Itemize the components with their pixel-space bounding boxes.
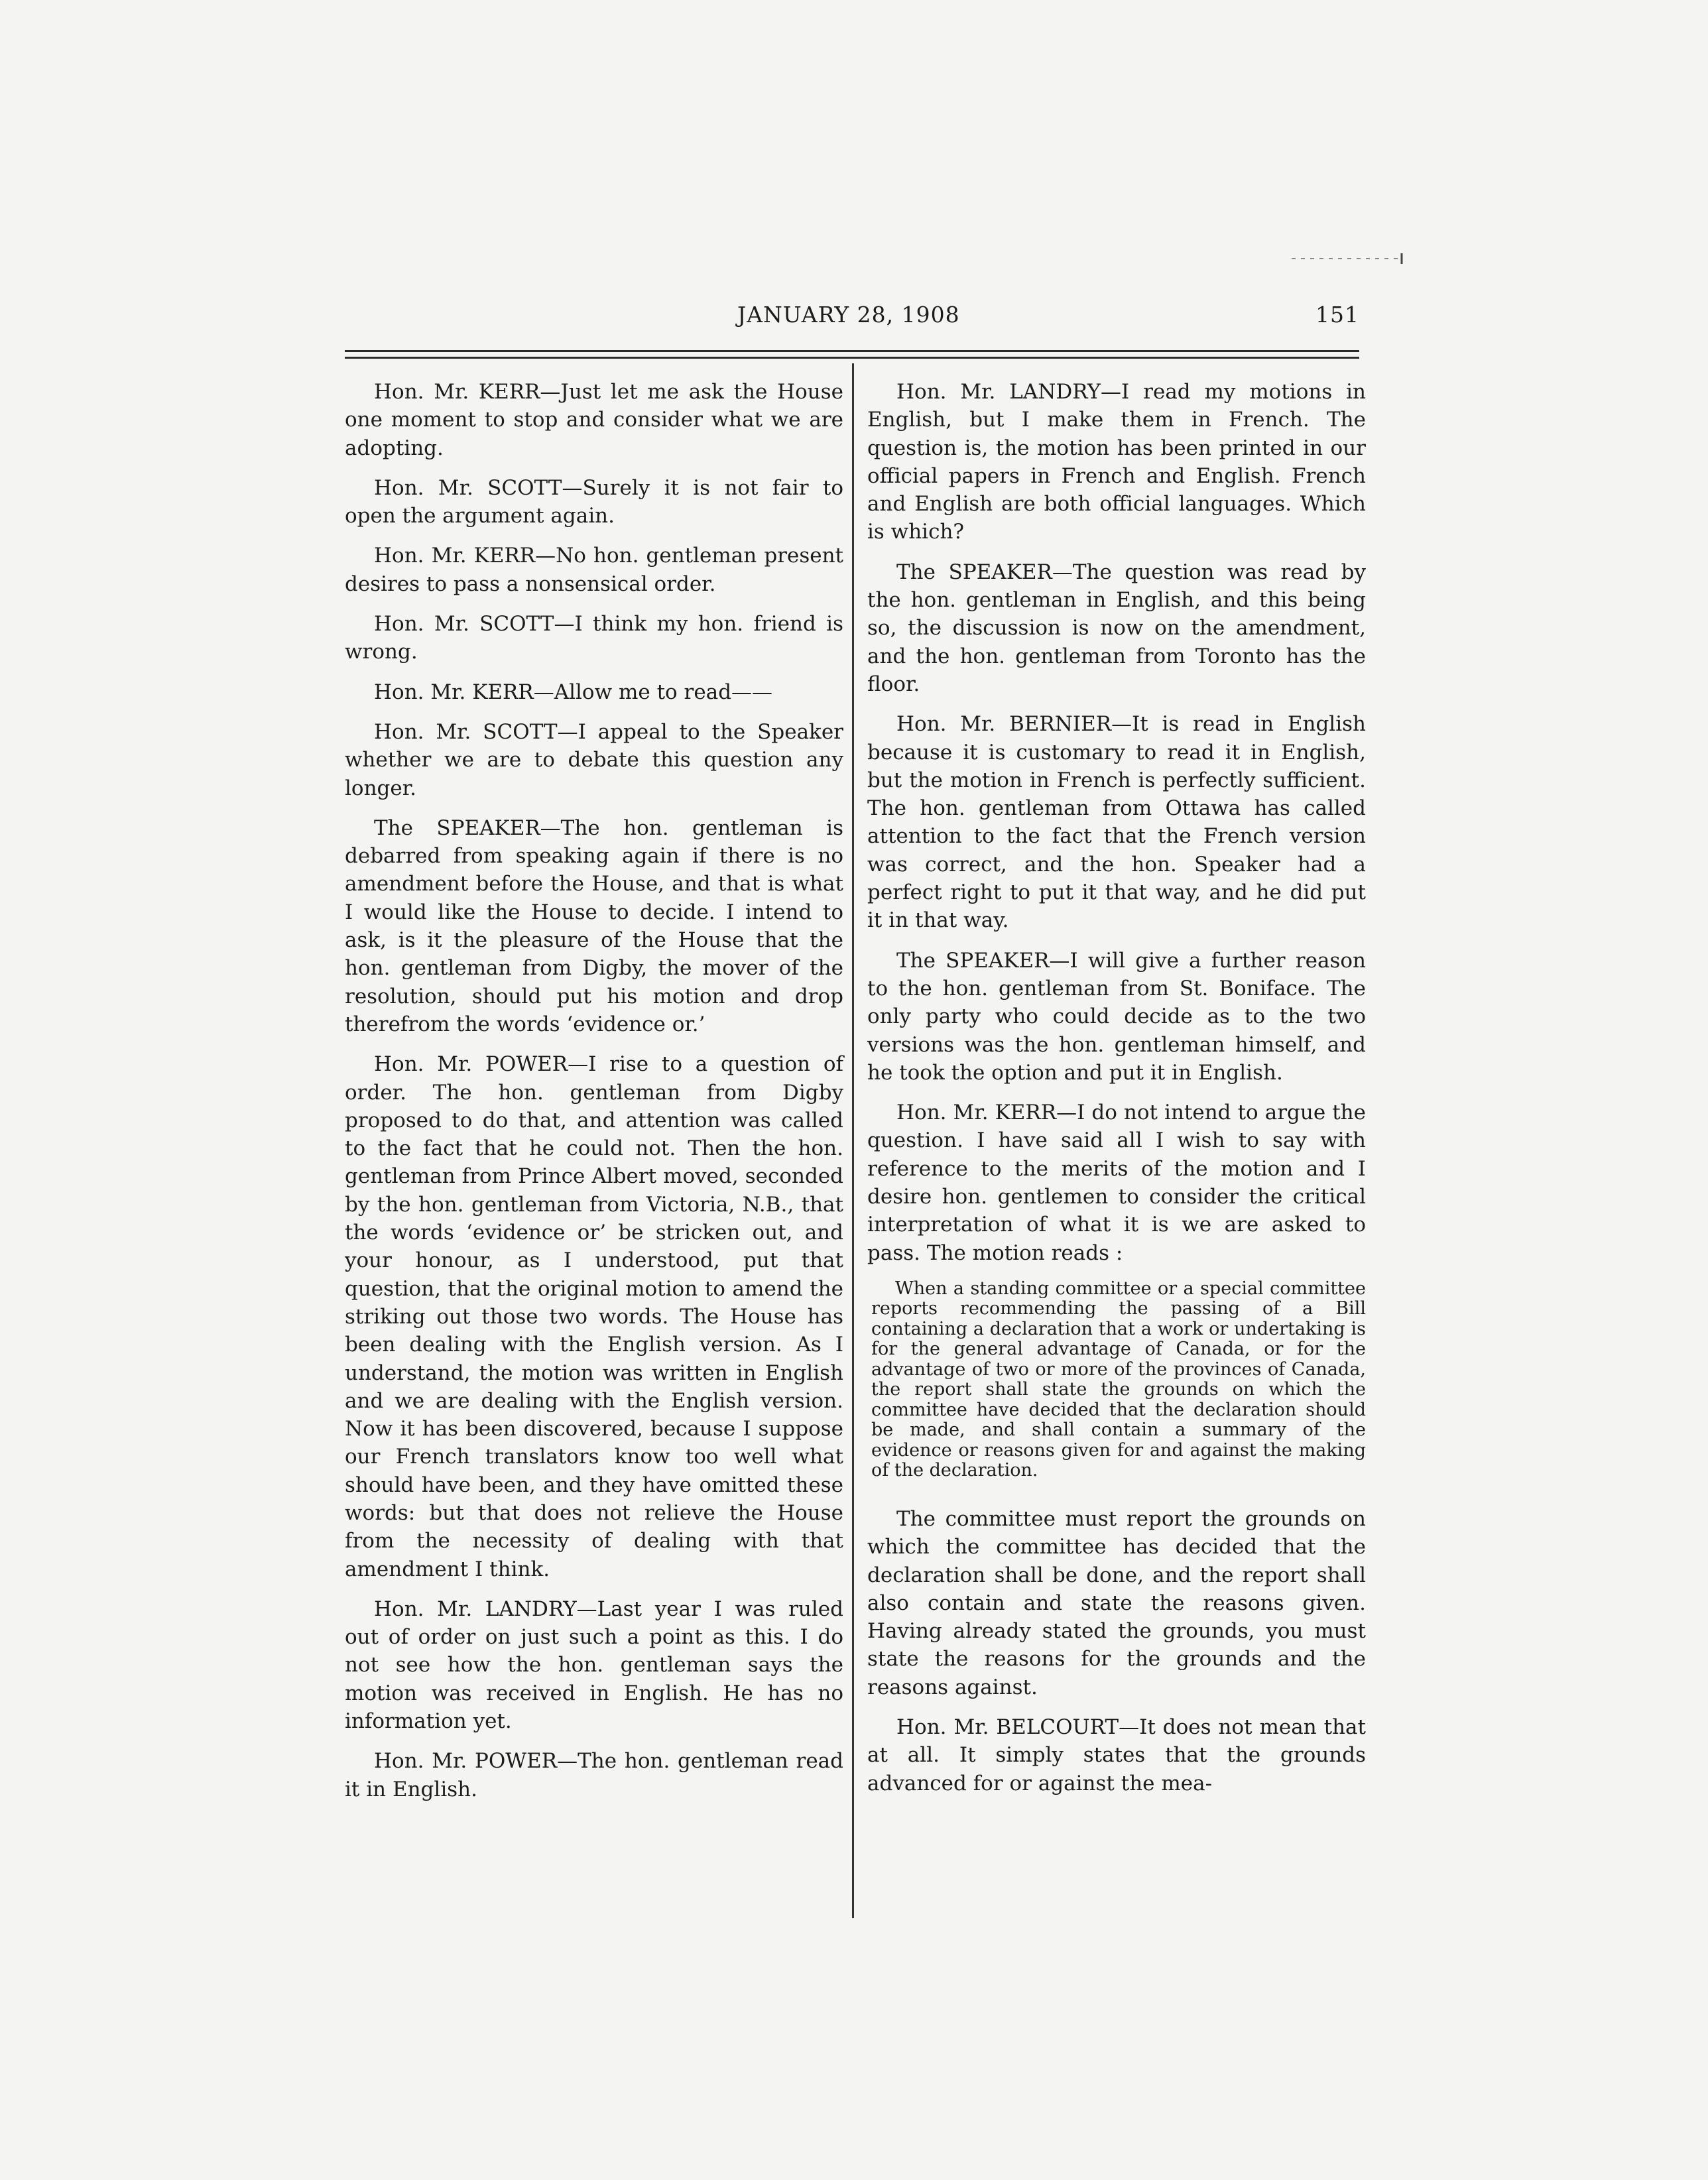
paragraph: Hon. Mr. LANDRY—I read my motions in English, but I make them in French. The question is, the motion has been printed in our official papers in French and English. French and English are both official languages. Which is which? <box>867 380 1366 544</box>
paragraph: Hon. Mr. KERR—Allow me to read—— <box>374 680 773 704</box>
paragraph: The SPEAKER—I will give a further reason to the hon. gentleman from St. Boniface. The only party who could decide as to the two versions was the hon. gentleman himself, and he took the option and put it in English. <box>867 948 1366 1085</box>
header-rule-bottom <box>345 357 1359 359</box>
left-column <box>345 378 843 1815</box>
paragraph: Hon. Mr. POWER—The hon. gentleman read it in English. <box>345 1749 843 1801</box>
paragraph: Hon. Mr. KERR—I do not intend to argue the question. I have said all I wish to say with reference to the merits of the motion and I desire hon. gentlemen to consider the critical interpretation of what it is we are asked to pass. The motion reads : <box>867 1101 1366 1265</box>
page-number: 151 <box>1315 302 1359 328</box>
block-quote: When a standing committee or a special committee reports recommending the passing of a Bill containing a declaration that a work or undertaking is for the general advantage of Canada, or for the advantage of two or more of the provinces of Canada, the report shall state the grounds on which the committee have decided that the declaration should be made, and shall contain a summary of the evidence or reasons given for and against the making of the declaration. <box>871 1278 1366 1481</box>
paragraph: Hon. Mr. SCOTT—I think my hon. friend is wrong. <box>345 612 843 664</box>
paragraph: Hon. Mr. LANDRY—Last year I was ruled out of order on just such a point as this. I do not see how the hon. gentleman says the motion was received in English. He has no information yet. <box>345 1597 843 1734</box>
header-rule-top <box>345 350 1359 352</box>
paragraph: Hon. Mr. SCOTT—I appeal to the Speaker whether we are to debate this question any longer. <box>345 719 843 800</box>
right-column <box>867 378 1366 1809</box>
scan-mark <box>1292 252 1404 265</box>
page-header <box>345 302 1359 335</box>
paragraph: Hon. Mr. POWER—I rise to a question of order. The hon. gentleman from Digby proposed to do that, and attention was called to the fact that he could not. Then the hon. gentleman from Prince Albert moved, seconded by the hon. gentleman from Victoria, N.B., that the words ‘evidence or’ be stricken out, and your honour, as I understood, put that question, that the original motion to amend the striking out those two words. The House has been dealing with the English version. As I understand, the motion was written in English and we are dealing with the English version. Now it has been discovered, because I suppose our French translators know too well what should have been, and they have omitted these words: but that does not relieve the House from the necessity of dealing with that amendment I think. <box>345 1052 843 1581</box>
column-divider <box>852 363 854 1918</box>
paragraph: Hon. Mr. BELCOURT—It does not mean that at all. It simply states that the grounds advanced for or against the mea- <box>867 1715 1366 1795</box>
paragraph: The committee must report the grounds on which the committee has decided that the declaration shall be done, and the report shall also contain and state the reasons given. Having already stated the grounds, you must state the reasons for the grounds and the reasons against. <box>867 1506 1366 1699</box>
paragraph: The SPEAKER—The question was read by the hon. gentleman in English, and this being so, the discussion is now on the amendment, and the hon. gentleman from Toronto has the floor. <box>867 560 1366 696</box>
paragraph: Hon. Mr. KERR—No hon. gentleman present desires to pass a nonsensical order. <box>345 544 843 596</box>
header-date: JANUARY 28, 1908 <box>737 302 960 328</box>
paragraph: Hon. Mr. KERR—Just let me ask the House one moment to stop and consider what we are adopting. <box>345 380 843 460</box>
paragraph: Hon. Mr. SCOTT—Surely it is not fair to open the argument again. <box>345 475 843 528</box>
paragraph: Hon. Mr. BERNIER—It is read in English because it is customary to read it in English, but the motion in French is perfectly sufficient. The hon. gentleman from Ottawa has called attention to the fact that the French version was correct, and the hon. Speaker had a perfect right to put it that way, and he did put it in that way. <box>867 712 1366 933</box>
paragraph: The SPEAKER—The hon. gentleman is debarred from speaking again if there is no amendment before the House, and that is what I would like the House to decide. I intend to ask, is it the pleasure of the House that the hon. gentleman from Digby, the mover of the resolution, should put his motion and drop therefrom the words ‘evidence or.’ <box>345 816 843 1036</box>
